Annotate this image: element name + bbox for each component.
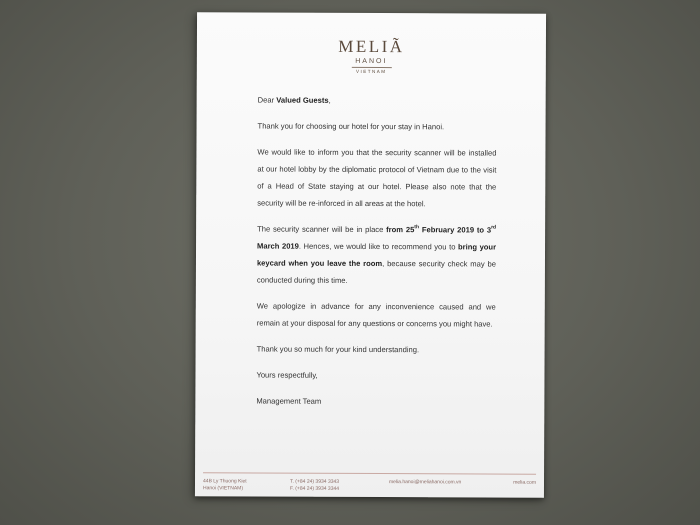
letter-paper [195, 12, 546, 498]
logo-divider [351, 67, 391, 68]
salutation-name: Valued Guests [276, 95, 329, 105]
letter-body [256, 92, 496, 420]
logo-country: VIETNAM [356, 68, 387, 75]
footer-website: melia.com [513, 479, 537, 486]
date-end: March 2019 [257, 241, 299, 251]
paragraph-3-text-a: The security scanner will be in place [257, 224, 387, 235]
salutation-suffix: , [328, 95, 331, 105]
logo-brand: MELIÃ [338, 36, 405, 57]
address-line-1: 44B Ly Thuong Kiet [202, 478, 247, 485]
salutation [258, 92, 497, 110]
phone-number: T. (+84 24) 3934 3343 [289, 478, 340, 485]
paragraph-1: Thank you for choosing our hotel for your stay in Hanoi. [257, 121, 445, 132]
paragraph-4: We apologize in advance for any inconvenience caused and we remain at your disposal for any questions or concerns you might have. [256, 301, 496, 329]
fax-number: F. (+84 24) 3934 3344 [289, 485, 340, 492]
paragraph-3-text-c: , because security check may be conducted during this time. [256, 259, 496, 285]
closing: Yours respectfully, [256, 370, 318, 380]
date-from-suffix: th [414, 224, 420, 231]
date-to-suffix: rd [491, 224, 497, 231]
footer-email: melia.hanoi@meliahanoi.com.vn [388, 479, 462, 486]
paragraph-3 [257, 221, 496, 290]
letter-footer [202, 478, 537, 492]
date-mid: February 2019 to 3 [419, 225, 492, 235]
address-line-2: Hanoi (VIETNAM) [202, 485, 244, 492]
footer-divider [203, 472, 536, 474]
logo-city: HANOI [355, 57, 388, 66]
paragraph-5: Thank you so much for your kind understanding. [256, 344, 420, 355]
hotel-logo [197, 36, 546, 75]
date-from: from 25 [386, 225, 415, 235]
keycard-notice: bring your keycard when you leave the room [256, 242, 497, 269]
footer-address [203, 478, 247, 492]
paragraph-3-text-b: . Hences, we would like to recommend you to [298, 241, 459, 252]
footer-phone [290, 479, 339, 493]
salutation-prefix: Dear [257, 95, 277, 105]
paragraph-2: We would like to inform you that the security scanner will be installed at our hotel lobby by the diplomatic protocol of Vietnam due to the visit of a Head of State staying at our hotel. Please also note that the security will be re-inforced in all areas at the hotel. [257, 147, 497, 209]
signature: Management Team [256, 396, 322, 406]
